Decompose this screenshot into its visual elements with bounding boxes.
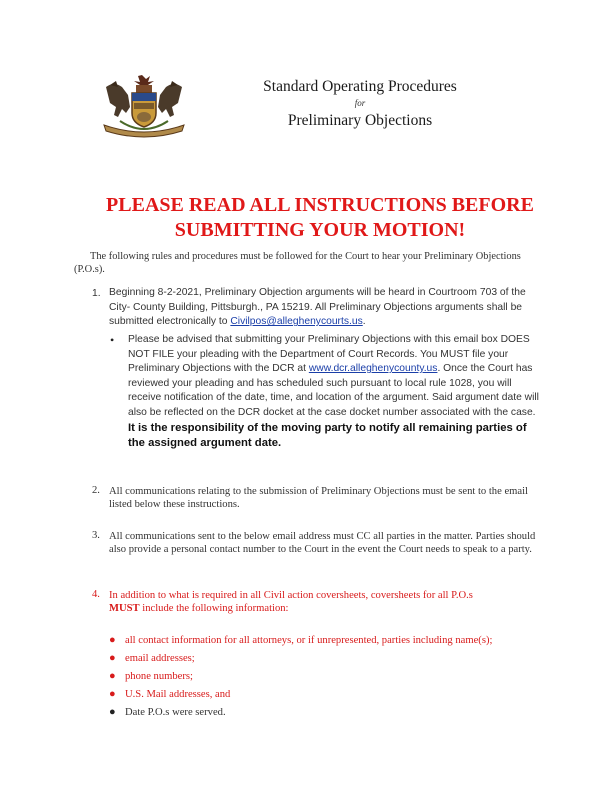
list-item: U.S. Mail addresses, and (125, 689, 231, 700)
list-item: all contact information for all attorneys, or if unrepresented, parties including name(s); (125, 635, 493, 646)
pennsylvania-seal-icon (98, 73, 190, 139)
dcr-link[interactable]: www.dcr.alleghenycounty.us (308, 363, 438, 375)
list-bullet-icon: ● (109, 688, 116, 700)
item-1-bullet-icon: • (110, 333, 115, 347)
item-4-text-a: In addition to what is required in all Civil action coversheets, coversheets for all P.O.s (109, 590, 473, 601)
item-4-text-b: include the following information: (142, 603, 289, 615)
list-bullet-icon: ● (109, 652, 116, 664)
item-1-bullet-text (128, 333, 542, 452)
bullet-text-b: . Once the Court has reviewed your pleading and has scheduled such pursuant to local rule 1028, you will receive notification of the date, time, and location of the argument. Said argument date will also be reflected on the DCR docket at the case docket number associated with the case. (128, 363, 539, 418)
document-title: Standard Operating Procedures (263, 78, 457, 95)
item-4-number: 4. (92, 589, 100, 600)
item-3-number: 3. (92, 530, 100, 541)
email-link[interactable]: Civilpos@alleghenycourts.us (230, 316, 363, 328)
item-3-text: All communications sent to the below email address must CC all parties in the matter. Parties should also provide a personal contact number to the Court in the event the Court needs to speak to a party. (109, 531, 536, 556)
list-bullet-icon: ● (109, 670, 116, 682)
item-1-body: Beginning 8-2-2021, Preliminary Objection arguments will be heard in Courtroom 703 of the City- County Building, Pittsburgh., PA 15219. All Preliminary Objections arguments shall be submitted electronically to (109, 287, 526, 328)
list-item: email addresses; (125, 653, 195, 664)
item-1-text (109, 286, 541, 330)
item-4-text (109, 589, 541, 616)
intro-paragraph: The following rules and procedures must be followed for the Court to hear your Preliminary Objections (P.O.s). (74, 251, 521, 275)
item-1-number: 1. (92, 288, 101, 299)
bullet-bold-notice: It is the responsibility of the moving party to notify all remaining parties of the assigned argument date. (128, 421, 527, 450)
list-item: Date P.O.s were served. (125, 707, 226, 718)
item-1-period: . (362, 316, 366, 328)
warning-line-1: PLEASE READ ALL INSTRUCTIONS BEFORE (106, 194, 534, 216)
list-bullet-icon: ● (109, 706, 116, 718)
bullet-text-a: Please be advised that submitting your Preliminary Objections with this email box DOES NOT FILE your pleading with the Department of Court Records. You MUST file your Preliminary Objections with the DCR at (128, 334, 530, 375)
list-item: phone numbers; (125, 671, 193, 682)
warning-heading (60, 193, 580, 243)
item-2-number: 2. (92, 485, 100, 496)
list-bullet-icon: ● (109, 634, 116, 646)
document-title-for: for (354, 98, 366, 108)
item-4-must: MUST (109, 603, 140, 615)
warning-line-2: SUBMITTING YOUR MOTION! (174, 219, 466, 241)
item-2-text: All communications relating to the submission of Preliminary Objections must be sent to the email listed below these instructions. (109, 486, 528, 511)
document-subtitle: Preliminary Objections (287, 112, 433, 129)
